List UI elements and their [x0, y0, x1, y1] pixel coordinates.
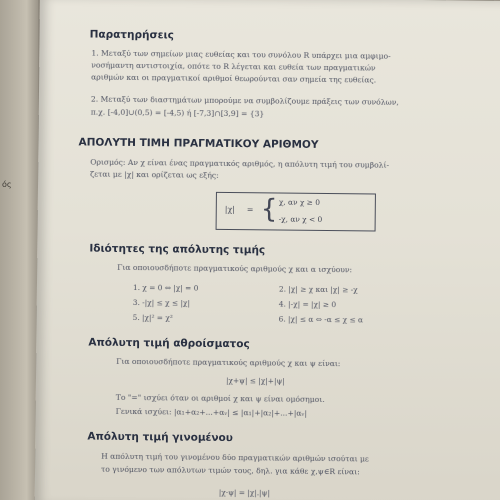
definition-case-positive: χ, αν χ ≥ 0	[278, 197, 320, 207]
product-line-2: το γινόμενο των απόλυτων τιμών τους, δηλ. για κάθε χ,ψ∈R είναι:	[101, 464, 360, 477]
left-brace-icon: {	[260, 194, 278, 225]
product-formula: |χ·ψ| = |χ|.|ψ|	[218, 487, 270, 498]
property-3: 3. -|χ| ≤ χ ≤ |χ|	[132, 297, 190, 308]
sum-formula: |χ+ψ| ≤ |χ|+|ψ|	[225, 375, 285, 386]
sum-general: Γενικά ισχύει: |α₁+α₂+...+αᵥ| ≤ |α₁|+|α₂|+...+|αᵥ|	[115, 406, 307, 418]
properties-heading: Ιδιότητες της απόλυτης τιμής	[89, 242, 266, 257]
property-6: 6. |χ| ≤ α ⇔ -α ≤ χ ≤ α	[278, 314, 364, 325]
properties-intro: Για οποιουσδήποτε πραγματικούς αριθμούς χ και α ισχύουν:	[117, 262, 353, 275]
definition-box	[216, 192, 376, 232]
notes-line-2: νοσήμαντη αντιστοιχία, οπότε το R λέγεται και ευθεία των πραγματικών	[91, 60, 376, 73]
definition-equals: =	[246, 205, 254, 215]
absolute-value-heading: ΑΠΟΛΥΤΗ ΤΙΜΗ ΠΡΑΓΜΑΤΙΚΟΥ ΑΡΙΘΜΟΥ	[78, 136, 319, 151]
property-1: 1. χ = 0 ⇔ |χ| = 0	[132, 282, 199, 293]
notes-line-3: αριθμών και οι πραγματικοί αριθμοί θεωρούνται σαν σημεία της ευθείας.	[91, 72, 377, 85]
sum-note: Το "=" ισχύει όταν οι αριθμοί χ και ψ είναι ομόσημοι.	[115, 392, 325, 405]
definition-line-2: ζεται με |χ| και ορίζεται ως εξής:	[90, 169, 219, 180]
left-page-edge	[0, 0, 38, 500]
left-page-text: ός	[2, 180, 12, 189]
definition-lhs: |χ|	[224, 204, 236, 215]
notes-line-1: 1. Μεταξύ των σημείων μιας ευθείας και του συνόλου R υπάρχει μια αμφιμο-	[91, 48, 391, 61]
property-4: 4. |-χ| = |χ| ≥ 0	[278, 299, 337, 310]
sum-heading: Απόλυτη τιμή αθροίσματος	[88, 336, 250, 351]
property-2: 2. |χ| ≥ χ και |χ| ≥ -χ	[278, 284, 358, 295]
definition-case-negative: -χ, αν χ < 0	[278, 214, 323, 224]
definition-line-1: Ορισμός: Αν χ είναι ένας πραγματικός αριθμός, η απόλυτη τιμή του συμβολί-	[90, 157, 390, 170]
product-heading: Απόλυτη τιμή γινομένου	[87, 430, 233, 445]
book-page	[35, 0, 500, 500]
property-5: 5. |χ|² = χ²	[132, 312, 173, 323]
notes-line-5: π.χ. [-4,0]∪(0,5) = [-4,5) ή [-7,3]∩[3,9] = {3}	[90, 107, 265, 119]
product-line-1: Η απόλυτη τιμή του γινομένου δύο πραγματικών αριθμών ισούται με	[101, 451, 369, 464]
notes-line-4: 2. Μεταξύ των διαστημάτων μπορούμε να συμβολίζουμε πράξεις των συνόλων,	[90, 94, 399, 107]
sum-intro: Για οποιουσδήποτε πραγματικούς αριθμούς χ και ψ είναι:	[116, 356, 341, 369]
notes-heading: Παρατηρήσεις	[89, 28, 174, 42]
